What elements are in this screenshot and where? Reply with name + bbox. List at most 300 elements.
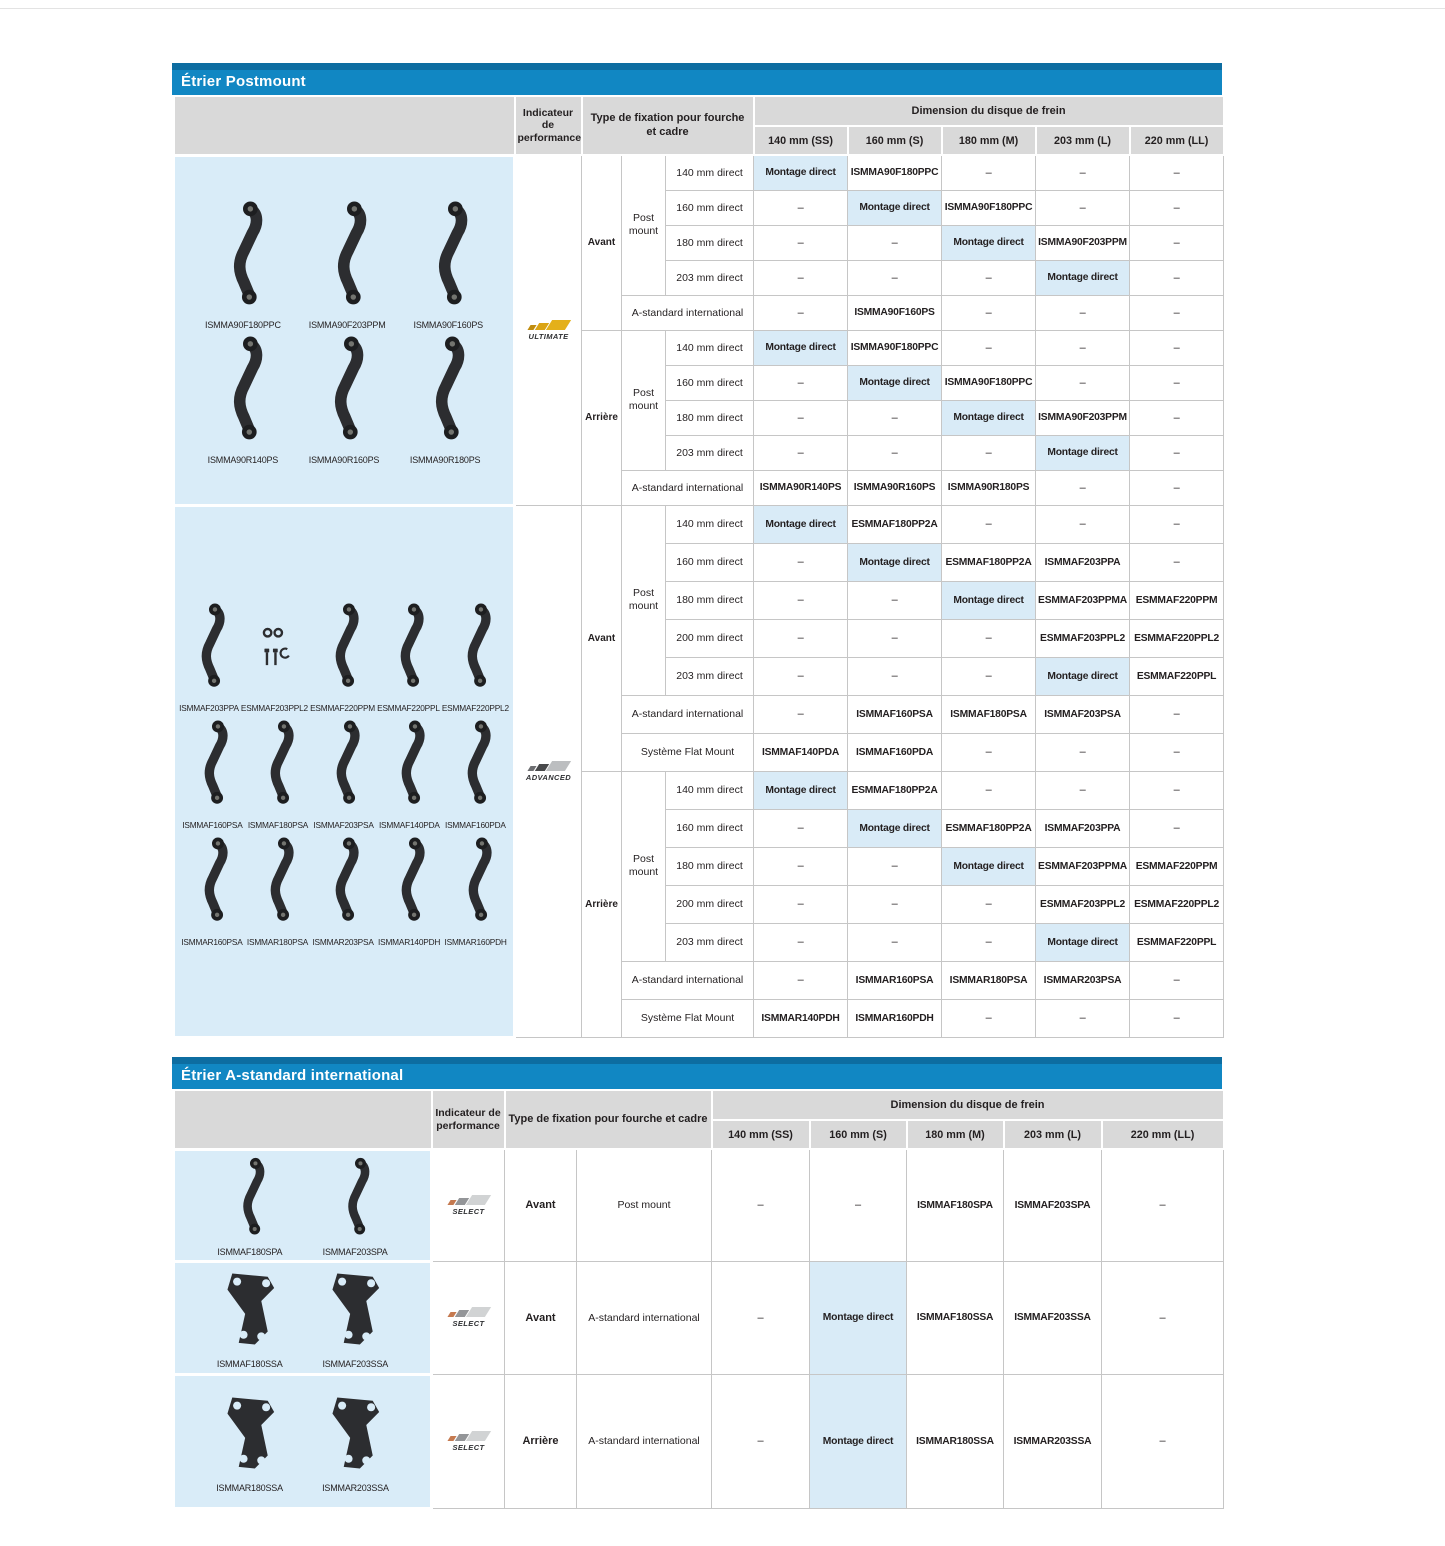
performance-logo-label: ADVANCED	[525, 772, 572, 782]
fixation-type-cell: A-standard international	[622, 961, 754, 999]
compat-cell: ISMMAF180PSA	[942, 695, 1036, 733]
product	[410, 330, 480, 465]
compat-cell: –	[1130, 225, 1224, 260]
compat-cell: ISMMAF203PPA	[1036, 543, 1130, 581]
compat-cell: –	[942, 999, 1036, 1037]
plate-icon	[221, 1266, 279, 1357]
product	[217, 1154, 282, 1257]
product-code-label: ISMMAR203PSA	[312, 936, 374, 947]
compat-cell: ESMMAF220PPL	[1130, 923, 1224, 961]
fixation-type-cell: A-standard international	[577, 1261, 712, 1374]
performance-logo-label: SELECT	[452, 1319, 485, 1328]
product-code-label: ISMMAF160PDA	[444, 819, 506, 830]
compat-cell: –	[942, 657, 1036, 695]
fixation-column-header: Type de fixation pour fourche et cadre	[505, 1090, 712, 1149]
disc-size-header: 160 mm (S)	[848, 126, 942, 155]
disc-size-header: 180 mm (M)	[942, 126, 1036, 155]
product-code-label: ISMMA90F203PPM	[308, 320, 386, 330]
compat-cell: –	[754, 400, 848, 435]
product-images-cell	[174, 155, 515, 505]
compat-cell: –	[754, 847, 848, 885]
compat-cell: –	[848, 847, 942, 885]
product	[414, 195, 483, 330]
product	[216, 1390, 283, 1493]
compat-cell: ISMMAF203SSA	[1004, 1261, 1102, 1374]
compat-cell: –	[1130, 260, 1224, 295]
compat-cell: Montage direct	[1036, 260, 1130, 295]
product-code-label: ISMMAF203PPA	[179, 702, 239, 713]
compat-cell: Montage direct	[810, 1261, 907, 1374]
images-column-header	[174, 1090, 432, 1149]
logo-bar	[466, 1431, 491, 1441]
compat-cell: –	[754, 543, 848, 581]
performance-column-header: Indicateur de performance	[432, 1090, 505, 1149]
compat-cell: ESMMAF180PP2A	[848, 505, 942, 543]
product	[309, 330, 379, 465]
mount-type-cell: Post mount	[622, 771, 666, 961]
compat-cell: –	[942, 733, 1036, 771]
compat-cell: Montage direct	[942, 225, 1036, 260]
compat-cell: –	[942, 771, 1036, 809]
performance-bars-icon	[529, 761, 568, 771]
disc-size-label-cell: 200 mm direct	[666, 885, 754, 923]
disc-size-label-cell: 180 mm direct	[666, 581, 754, 619]
disc-size-label-cell: 140 mm direct	[666, 505, 754, 543]
adapter-icon	[327, 713, 361, 818]
hardware-icon	[257, 596, 291, 701]
table1-title-bar	[172, 63, 1222, 95]
compat-cell: –	[848, 657, 942, 695]
compat-cell: –	[1130, 470, 1224, 505]
compat-cell: Montage direct	[1036, 435, 1130, 470]
adapter-icon	[458, 596, 492, 701]
product-code-label: ISMMAF180PSA	[247, 819, 309, 830]
product	[179, 596, 239, 713]
performance-cell	[515, 505, 582, 1037]
orientation-cell: Avant	[505, 1261, 577, 1374]
product	[442, 596, 509, 713]
compat-cell: Montage direct	[754, 155, 848, 190]
page-top-rule	[0, 8, 1445, 9]
fixation-type-cell: A-standard international	[622, 695, 754, 733]
product-code-label: ISMMAF203PSA	[313, 819, 374, 830]
compat-cell: –	[942, 330, 1036, 365]
compat-cell: –	[1036, 295, 1130, 330]
orientation-cell: Arrière	[582, 330, 622, 505]
compat-cell: Montage direct	[1036, 657, 1130, 695]
compat-cell: ISMMA90F160PS	[848, 295, 942, 330]
logo-bar	[546, 320, 571, 330]
table-row	[174, 505, 1224, 543]
product	[208, 330, 278, 465]
product-row	[177, 195, 511, 330]
compat-cell: –	[1036, 155, 1130, 190]
compat-cell: Montage direct	[942, 847, 1036, 885]
adapter-icon	[392, 713, 426, 818]
performance-cell	[515, 155, 582, 505]
product-code-label: ISMMAR140PDH	[378, 936, 441, 947]
compat-cell: –	[1036, 771, 1130, 809]
compat-cell: ESMMAF220PPM	[1130, 847, 1224, 885]
product-code-label: ISMMA90R140PS	[207, 455, 279, 465]
disc-size-header: 180 mm (M)	[907, 1120, 1004, 1149]
compat-cell: –	[754, 225, 848, 260]
compat-cell: –	[754, 809, 848, 847]
adapter-icon	[458, 713, 492, 818]
plate-icon	[221, 1390, 279, 1481]
plate-icon	[326, 1390, 384, 1481]
compat-cell: –	[1130, 400, 1224, 435]
compat-cell: –	[1130, 155, 1224, 190]
product-row	[177, 330, 511, 465]
compat-cell: ISMMAR160PSA	[848, 961, 942, 999]
compat-cell: –	[1130, 695, 1224, 733]
compat-cell: –	[1130, 543, 1224, 581]
performance-column-header: Indicateur de performance	[515, 96, 582, 155]
product	[322, 1390, 389, 1493]
compat-cell: Montage direct	[810, 1374, 907, 1508]
table2-title: Étrier A-standard international	[181, 1067, 404, 1084]
performance-logo-label: SELECT	[452, 1442, 485, 1452]
adapter-icon	[424, 330, 466, 453]
compat-cell: –	[1036, 470, 1130, 505]
orientation-cell: Arrière	[582, 771, 622, 1037]
product-code-label: ISMMAR180PSA	[246, 936, 309, 947]
postmount-section	[172, 63, 1222, 1039]
product-code-label: ISMMA90R160PS	[308, 455, 380, 465]
compat-cell: ESMMAF203PPL2	[1036, 619, 1130, 657]
disc-size-label-cell: 160 mm direct	[666, 190, 754, 225]
table1-title: Étrier Postmount	[181, 73, 306, 90]
compat-cell: –	[1130, 190, 1224, 225]
mount-type-cell: Post mount	[622, 505, 666, 695]
fixation-type-cell: Système Flat Mount	[622, 999, 754, 1037]
mount-type-cell: Post mount	[622, 155, 666, 295]
product-row	[177, 713, 511, 830]
adapter-icon	[326, 596, 360, 701]
compat-cell: –	[1130, 330, 1224, 365]
compat-cell: ESMMAF180PP2A	[942, 809, 1036, 847]
compat-cell: ISMMAF140PDA	[754, 733, 848, 771]
compat-cell: ESMMAF220PPM	[1130, 581, 1224, 619]
compat-cell: ISMMA90F203PPM	[1036, 400, 1130, 435]
compat-cell: –	[754, 619, 848, 657]
product-images-cell	[174, 1374, 432, 1508]
compat-cell: ESMMAF220PPL2	[1130, 885, 1224, 923]
compat-cell: –	[848, 400, 942, 435]
compat-cell: –	[1130, 295, 1224, 330]
compat-cell: –	[848, 619, 942, 657]
compat-cell: ISMMAR180PSA	[942, 961, 1036, 999]
product-grid	[177, 1390, 428, 1493]
compat-cell: Montage direct	[754, 330, 848, 365]
compat-cell: ISMMAF203PSA	[1036, 695, 1130, 733]
product	[322, 1266, 388, 1369]
performance-cell	[432, 1374, 505, 1508]
disc-size-label-cell: 140 mm direct	[666, 155, 754, 190]
compat-cell: –	[942, 155, 1036, 190]
product-images-cell	[174, 505, 515, 1037]
compat-cell: ISMMAR140PDH	[754, 999, 848, 1037]
product	[182, 713, 242, 830]
compat-cell: ESMMAF203PPL2	[1036, 885, 1130, 923]
compat-cell: ESMMAF203PPMA	[1036, 847, 1130, 885]
product	[378, 830, 440, 947]
compat-cell: –	[1130, 999, 1224, 1037]
product-code-label: ESMMAF203PPL2	[240, 702, 308, 713]
orientation-cell: Avant	[582, 505, 622, 771]
compat-cell: ISMMAF180SSA	[907, 1261, 1004, 1374]
compat-cell: –	[1036, 330, 1130, 365]
compat-cell: ISMMA90R140PS	[754, 470, 848, 505]
compat-cell: –	[942, 435, 1036, 470]
compat-cell: Montage direct	[942, 400, 1036, 435]
logo-bar	[546, 761, 571, 771]
product	[445, 713, 506, 830]
compat-cell: ISMMA90F203PPM	[1036, 225, 1130, 260]
product	[445, 830, 507, 947]
orientation-cell: Avant	[582, 155, 622, 330]
product-images-cell	[174, 1149, 432, 1261]
compat-cell: –	[754, 885, 848, 923]
product-code-label: ISMMAF180SSA	[216, 1359, 283, 1369]
performance-cell	[432, 1261, 505, 1374]
compat-cell: –	[942, 923, 1036, 961]
product	[323, 1154, 388, 1257]
compat-cell: –	[712, 1149, 810, 1261]
compat-cell: ESMMAF180PP2A	[848, 771, 942, 809]
compat-cell: –	[848, 225, 942, 260]
product-code-label: ISMMAR160PDH	[444, 936, 507, 947]
product-code-label: ISMMAF203SPA	[322, 1246, 388, 1257]
compat-cell: –	[848, 923, 942, 961]
fixation-type-cell: A-standard international	[577, 1374, 712, 1508]
plate-icon	[326, 1266, 384, 1357]
compat-cell: ISMMA90F180PPC	[848, 330, 942, 365]
product-code-label: ISMMAF203SSA	[322, 1359, 389, 1369]
fixation-type-cell: A-standard international	[622, 295, 754, 330]
compat-cell: –	[1036, 190, 1130, 225]
mount-type-cell: Post mount	[622, 330, 666, 470]
adapter-icon	[459, 830, 493, 935]
compat-cell: –	[942, 505, 1036, 543]
product-code-label: ISMMAR203SSA	[322, 1482, 389, 1493]
compat-cell: –	[848, 435, 942, 470]
compat-cell: –	[1130, 809, 1224, 847]
compat-cell: –	[754, 190, 848, 225]
product-grid	[177, 1154, 428, 1257]
disc-size-header: 220 mm (LL)	[1130, 126, 1224, 155]
images-column-header	[174, 96, 515, 155]
product-row	[177, 596, 511, 713]
table2-header-row	[174, 1090, 1224, 1120]
compat-cell: –	[1036, 733, 1130, 771]
adapter-icon	[261, 713, 295, 818]
logo-bar	[466, 1307, 491, 1317]
disc-size-header: 140 mm (SS)	[712, 1120, 810, 1149]
disc-size-header: 203 mm (L)	[1004, 1120, 1102, 1149]
compat-cell: –	[712, 1374, 810, 1508]
astandard-section	[172, 1057, 1222, 1510]
compat-cell: –	[1130, 505, 1224, 543]
product	[313, 713, 373, 830]
compat-cell: –	[1036, 999, 1130, 1037]
compat-cell: –	[848, 581, 942, 619]
table-row	[174, 1149, 1224, 1261]
astandard-table	[172, 1089, 1225, 1510]
performance-logo-label: ULTIMATE	[528, 331, 569, 341]
adapter-icon	[326, 830, 360, 935]
product-code-label: ISMMA90F160PS	[413, 320, 483, 330]
product	[248, 713, 308, 830]
product	[309, 195, 386, 330]
fixation-type-cell: Post mount	[577, 1149, 712, 1261]
compat-cell: ISMMAF160PSA	[848, 695, 942, 733]
fixation-type-cell: Système Flat Mount	[622, 733, 754, 771]
compat-cell: –	[754, 581, 848, 619]
disc-size-label-cell: 160 mm direct	[666, 365, 754, 400]
disc-size-label-cell: 140 mm direct	[666, 330, 754, 365]
product-grid	[177, 195, 511, 465]
adapter-icon	[326, 195, 368, 318]
performance-cell	[432, 1149, 505, 1261]
performance-bars-icon	[529, 320, 568, 330]
product	[217, 1266, 283, 1369]
disc-size-header: 160 mm (S)	[810, 1120, 907, 1149]
adapter-icon	[261, 830, 295, 935]
compat-cell: ISMMA90F180PPC	[848, 155, 942, 190]
compat-cell: –	[754, 295, 848, 330]
compat-cell: –	[1130, 733, 1224, 771]
product-code-label: ESMMAF220PPM	[310, 702, 375, 713]
compat-cell: ESMMAF220PPL	[1130, 657, 1224, 695]
compat-cell: ISMMAR160PDH	[848, 999, 942, 1037]
disc-size-label-cell: 140 mm direct	[666, 771, 754, 809]
fixation-type-cell: A-standard international	[622, 470, 754, 505]
product	[377, 596, 440, 713]
compat-cell: ISMMAF160PDA	[848, 733, 942, 771]
compat-cell: –	[942, 619, 1036, 657]
product	[247, 830, 308, 947]
compat-cell: ISMMAR203PSA	[1036, 961, 1130, 999]
orientation-cell: Arrière	[505, 1374, 577, 1508]
product-code-label: ISMMA90R180PS	[409, 455, 481, 465]
product-row	[177, 1390, 428, 1493]
adapter-icon	[392, 830, 426, 935]
disc-size-label-cell: 203 mm direct	[666, 657, 754, 695]
compat-cell: ISMMA90R160PS	[848, 470, 942, 505]
compat-cell: Montage direct	[754, 505, 848, 543]
compat-cell: ISMMAF180SPA	[907, 1149, 1004, 1261]
compat-cell: ISMMAF203SPA	[1004, 1149, 1102, 1261]
adapter-icon	[195, 713, 229, 818]
compat-cell: Montage direct	[848, 809, 942, 847]
performance-logo-label: SELECT	[452, 1206, 485, 1216]
performance-logo	[435, 1307, 502, 1328]
disc-size-label-cell: 160 mm direct	[666, 543, 754, 581]
compat-cell: –	[848, 260, 942, 295]
performance-logo	[435, 1431, 502, 1452]
adapter-icon	[195, 830, 229, 935]
compat-cell: ISMMA90F180PPC	[942, 190, 1036, 225]
table-row	[174, 155, 1224, 190]
product	[379, 713, 440, 830]
compat-cell: –	[1130, 961, 1224, 999]
compat-cell: –	[1130, 435, 1224, 470]
compat-cell: –	[754, 923, 848, 961]
product-code-label: ISMMAF180SPA	[217, 1246, 283, 1257]
compat-cell: Montage direct	[848, 190, 942, 225]
compat-cell: ESMMAF203PPMA	[1036, 581, 1130, 619]
disc-size-header: 220 mm (LL)	[1102, 1120, 1224, 1149]
performance-logo	[518, 320, 579, 341]
table-row	[174, 1261, 1224, 1374]
compat-cell: ISMMAF203PPA	[1036, 809, 1130, 847]
disc-size-header: 203 mm (L)	[1036, 126, 1130, 155]
compat-cell: –	[754, 260, 848, 295]
product	[205, 195, 281, 330]
fixation-column-header: Type de fixation pour fourche et cadre	[582, 96, 754, 155]
disc-dimension-header: Dimension du disque de frein	[754, 96, 1224, 126]
compat-cell: Montage direct	[848, 543, 942, 581]
compat-cell: Montage direct	[848, 365, 942, 400]
adapter-icon	[222, 330, 264, 453]
disc-dimension-header: Dimension du disque de frein	[712, 1090, 1224, 1120]
compat-cell: –	[942, 885, 1036, 923]
product-code-label: ISMMAR180SSA	[216, 1482, 283, 1493]
compat-cell: ISMMAR180SSA	[907, 1374, 1004, 1508]
compat-cell: –	[754, 435, 848, 470]
disc-size-label-cell: 180 mm direct	[666, 225, 754, 260]
product-code-label: ISMMAF160PSA	[182, 819, 243, 830]
adapter-icon	[227, 1154, 273, 1245]
table1-header-row	[174, 96, 1224, 126]
disc-size-label-cell: 180 mm direct	[666, 400, 754, 435]
disc-size-label-cell: 160 mm direct	[666, 809, 754, 847]
postmount-table	[172, 95, 1225, 1039]
adapter-icon	[323, 330, 365, 453]
adapter-icon	[391, 596, 425, 701]
compat-cell: –	[1130, 365, 1224, 400]
disc-size-header: 140 mm (SS)	[754, 126, 848, 155]
product-row	[177, 830, 511, 947]
product	[310, 596, 375, 713]
product-code-label: ESMMAF220PPL	[377, 702, 440, 713]
product-images-cell	[174, 1261, 432, 1374]
compat-cell: –	[1036, 505, 1130, 543]
compat-cell: ESMMAF180PP2A	[942, 543, 1036, 581]
compat-cell: ISMMA90F180PPC	[942, 365, 1036, 400]
compat-cell: –	[754, 695, 848, 733]
compat-cell: –	[1102, 1374, 1224, 1508]
adapter-icon	[332, 1154, 378, 1245]
logo-bar	[466, 1195, 491, 1205]
disc-size-label-cell: 180 mm direct	[666, 847, 754, 885]
product-row	[177, 1266, 428, 1369]
compat-cell: –	[1102, 1149, 1224, 1261]
compat-cell: –	[754, 961, 848, 999]
compat-cell: Montage direct	[1036, 923, 1130, 961]
compat-cell: –	[848, 885, 942, 923]
disc-size-label-cell: 203 mm direct	[666, 923, 754, 961]
performance-bars-icon	[449, 1195, 488, 1205]
product-row	[177, 1154, 428, 1257]
performance-logo	[435, 1195, 502, 1216]
disc-size-label-cell: 203 mm direct	[666, 260, 754, 295]
compat-cell: –	[754, 365, 848, 400]
product	[241, 596, 308, 713]
compat-cell: –	[1102, 1261, 1224, 1374]
